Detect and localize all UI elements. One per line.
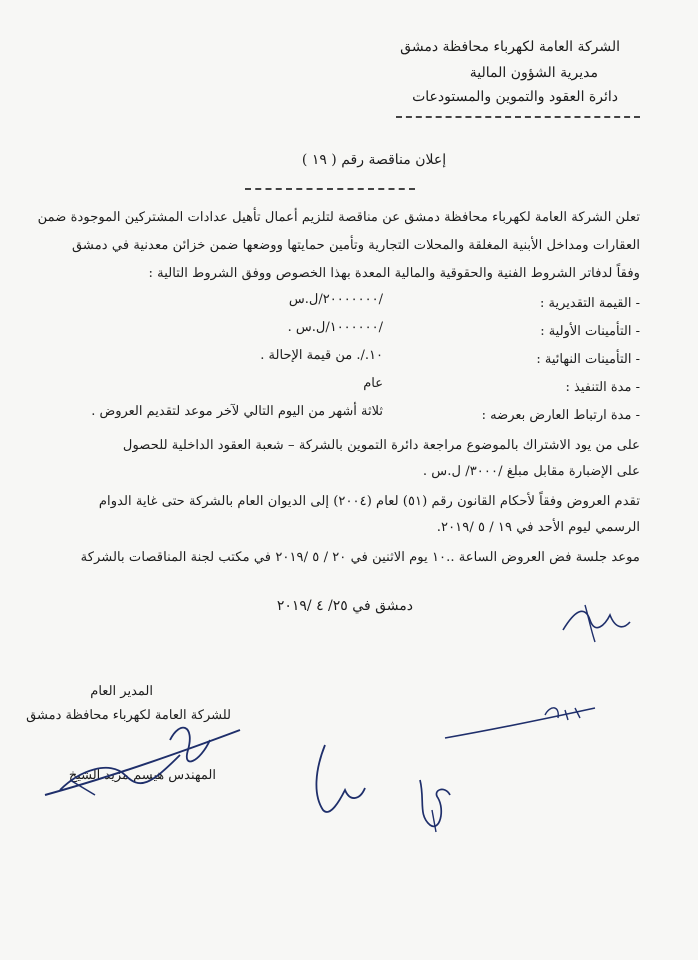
signatory-role: المدير العام: [90, 684, 153, 699]
directorate-name: مديرية الشؤون المالية: [469, 65, 598, 81]
intro-line-1: تعلن الشركة العامة لكهرباء محافظة دمشق عن مناقصة لتلزيم أعمال تأهيل عدادات المشتركين الموجودة ضمن: [37, 210, 640, 225]
committee-signature-2: [410, 770, 460, 840]
intro-line-3: وفقاً لدفاتر الشروط الفنية والحقوقية والمالية المعدة بهذا الخصوص ووفق الشروط التالية :: [148, 266, 640, 281]
department-name: دائرة العقود والتموين والمستودعات: [412, 89, 618, 105]
submission-line-1: تقدم العروض وفقاً لأحكام القانون رقم (٥١) لعام (٢٠٠٤) إلى الديوان العام بالشركة حتى غاية الدوام: [98, 494, 640, 509]
participation-line-1: على من يود الاشتراك بالموضوع مراجعة دائرة التموين بالشركة – شعبة العقود الداخلية للحصول: [122, 438, 640, 453]
signatory-organization: للشركة العامة لكهرباء محافظة دمشق: [26, 708, 231, 723]
reviewer-mark: [440, 700, 600, 745]
condition-value: عام: [363, 376, 383, 391]
condition-label: - مدة ارتباط العارض بعرضه :: [481, 408, 640, 423]
initials-mark-top: [555, 600, 635, 645]
condition-value: ثلاثة أشهر من اليوم التالي لآخر موعد لتقديم العروض .: [91, 404, 383, 419]
condition-value: /١٠٠٠٠٠٠/ل.س .: [287, 320, 383, 335]
opening-session-line: موعد جلسة فض العروض الساعة ..١٠ يوم الاثنين في ٢٠ / ٥ /٢٠١٩ في مكتب لجنة المناقصات بالشركة: [80, 550, 640, 565]
submission-line-2: الرسمي ليوم الأحد في ١٩ / ٥ /٢٠١٩.: [436, 520, 640, 535]
announcement-title: إعلان مناقصة رقم ( ١٩ ): [301, 152, 447, 168]
issue-date: دمشق في ٢٥/ ٤ /٢٠١٩: [276, 598, 413, 614]
condition-value: ١٠./. من قيمة الإحالة .: [260, 348, 383, 363]
condition-value: /٢٠٠٠٠٠٠٠/ل.س: [288, 292, 383, 307]
condition-label: - القيمة التقديرية :: [539, 296, 640, 311]
company-name: الشركة العامة لكهرباء محافظة دمشق: [400, 39, 620, 55]
intro-line-2: العقارات ومداخل الأبنية المغلقة والمحلات التجارية وتأمين حمايتها ووضعها ضمن خزائن معدنية في دمشق: [71, 238, 640, 253]
condition-label: - مدة التنفيذ :: [565, 380, 640, 395]
committee-signature-1: [305, 740, 385, 820]
general-manager-signature: [40, 700, 260, 810]
condition-label: - التأمينات الأولية :: [540, 324, 640, 339]
header-divider: [396, 116, 640, 118]
signatory-name: المهندس هيسم مزيد الشيخ: [68, 768, 216, 783]
condition-label: - التأمينات النهائية :: [536, 352, 640, 367]
participation-line-2: على الإضبارة مقابل مبلغ /٣٠٠٠/ ل.س .: [422, 464, 640, 479]
title-underline: [245, 188, 415, 190]
